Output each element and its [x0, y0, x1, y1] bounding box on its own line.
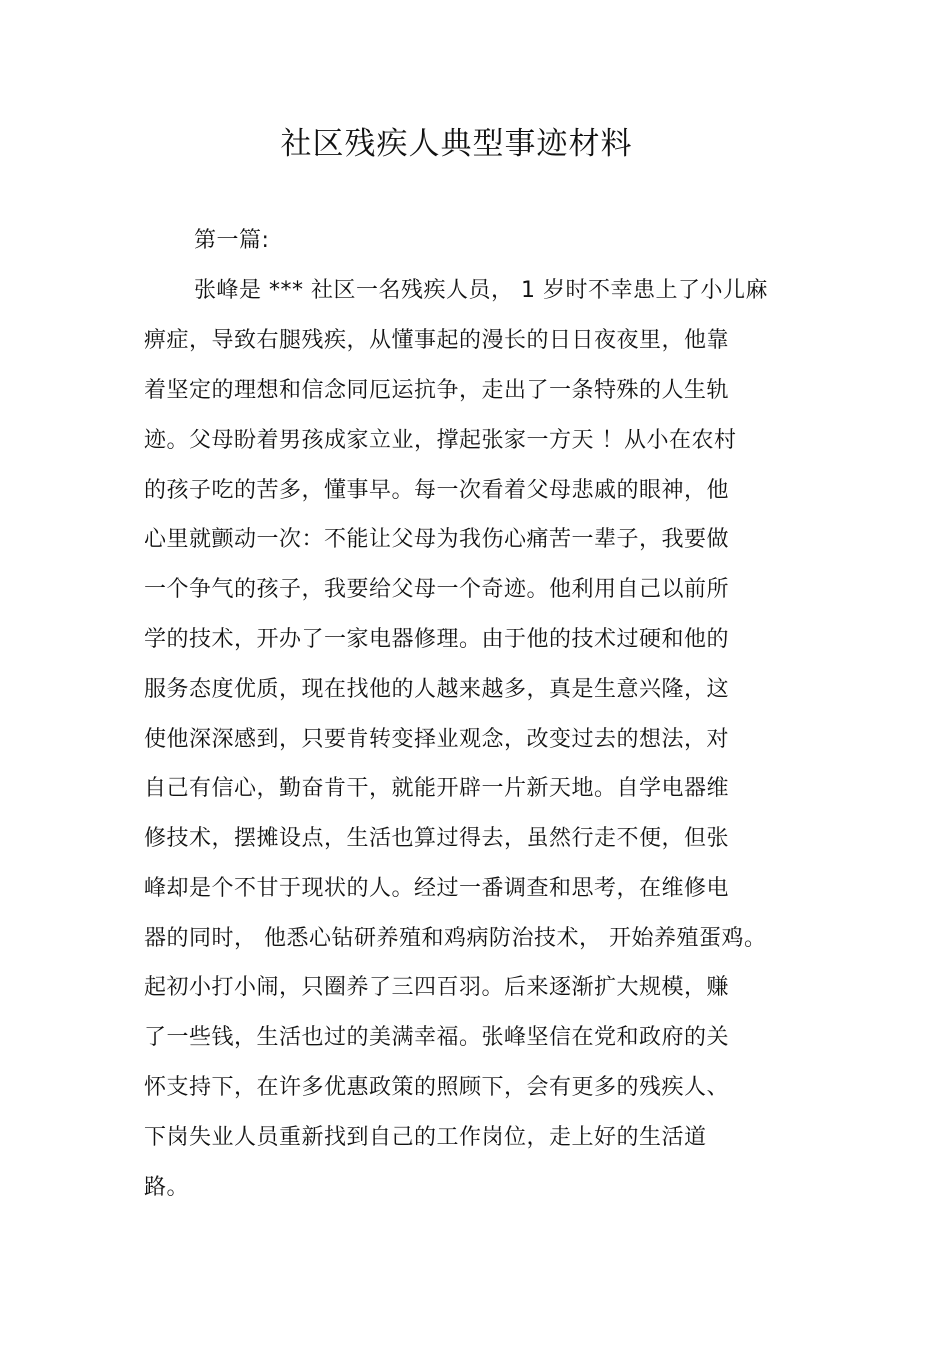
- paragraph-line: 下岗失业人员重新找到自己的工作岗位，走上好的生活道: [144, 1125, 707, 1150]
- paragraph-line: 心里就颤动一次：不能让父母为我伤心痛苦一辈子，我要做: [144, 527, 730, 552]
- paragraph-line: 服务态度优质，现在找他的人越来越多，真是生意兴隆，这: [144, 677, 730, 702]
- paragraph-line: 使他深深感到，只要肯转变择业观念，改变过去的想法，对: [144, 727, 730, 752]
- paragraph-line: 着坚定的理想和信念同厄运抗争，走出了一条特殊的人生轨: [144, 378, 730, 403]
- paragraph-line: 了一些钱，生活也过的美满幸福。张峰坚信在党和政府的关: [144, 1025, 730, 1050]
- paragraph-line: 一个争气的孩子，我要给父母一个奇迹。他利用自己以前所: [144, 577, 730, 602]
- paragraph-line: 迹。父母盼着男孩成家立业，撑起张家一方天 ！从小在农村: [144, 428, 737, 453]
- paragraph-line: 器的同时， 他悉心钻研养殖和鸡病防治技术， 开始养殖蛋鸡。: [144, 926, 767, 951]
- paragraph-line: 痹症，导致右腿残疾，从懂事起的漫长的日日夜夜里，他靠: [144, 328, 730, 353]
- paragraph-line: 路。: [144, 1175, 190, 1200]
- paragraph-line: 修技术，摆摊设点，生活也算过得去，虽然行走不便，但张: [144, 826, 730, 851]
- paragraph-line: 自己有信心，勤奋肯干，就能开辟一片新天地。自学电器维: [144, 776, 730, 801]
- paragraph-line: 的孩子吃的苦多，懂事早。每一次看着父母悲戚的眼神，他: [144, 478, 730, 503]
- paragraph-line: 学的技术，开办了一家电器修理。由于他的技术过硬和他的: [144, 627, 730, 652]
- paragraph-line: 起初小打小闹，只圈养了三四百羽。后来逐渐扩大规模，赚: [144, 975, 730, 1000]
- document-title: 社区残疾人典型事迹材料: [280, 126, 633, 162]
- paragraph-line: 峰却是个不甘于现状的人。经过一番调查和思考，在维修电: [144, 876, 730, 901]
- section-label: 第一篇:: [194, 228, 270, 253]
- paragraph-line: 张峰是 *** 社区一名残疾人员， 1 岁时不幸患上了小儿麻: [194, 278, 768, 303]
- paragraph-line: 怀支持下，在许多优惠政策的照顾下，会有更多的残疾人、: [144, 1075, 730, 1100]
